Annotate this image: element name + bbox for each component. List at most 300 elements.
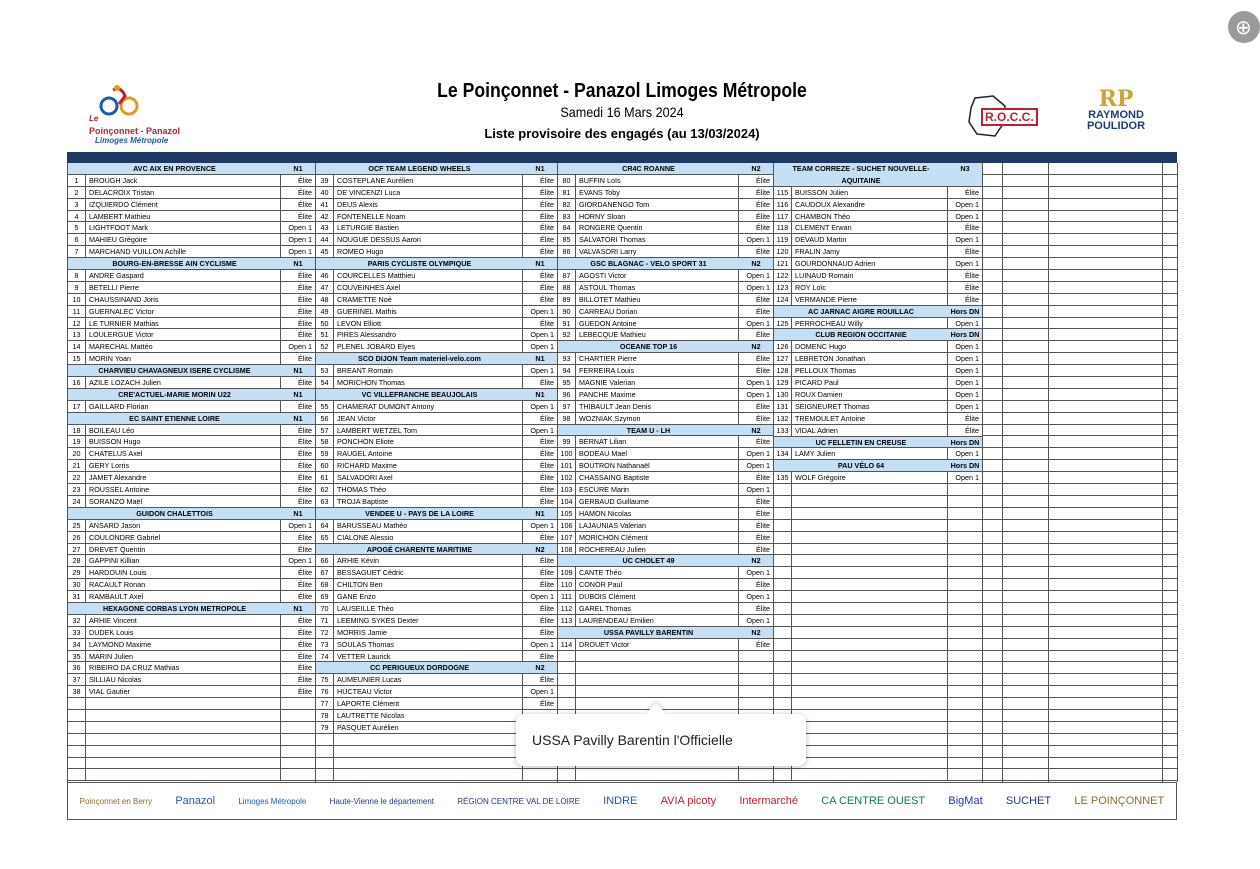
empty-cell [739, 674, 773, 685]
rider-category: Élite [298, 175, 312, 185]
rider-category: Open 1 [530, 520, 554, 530]
rider-number: 59 [316, 448, 334, 459]
rider-number: 39 [316, 175, 334, 186]
rider-row [68, 615, 315, 627]
empty-row [1163, 425, 1177, 437]
team-name: PARIS CYCLISTE OLYMPIQUE [367, 259, 472, 269]
rider-row [68, 294, 315, 306]
empty-row [558, 686, 773, 698]
empty-row [1003, 722, 1048, 734]
rider-name: LUINAUD Romain [792, 270, 948, 281]
empty-row [1003, 710, 1048, 722]
empty-row [1003, 734, 1048, 746]
rider-name: GERBAUD Guillaume [576, 496, 739, 507]
rider-name: EVANS Toby [576, 187, 739, 198]
rider-name: MARCHAND VUILLON Achille [86, 246, 281, 257]
empty-cell [792, 579, 948, 590]
rider-number: 60 [316, 460, 334, 471]
team-header-row [558, 627, 773, 639]
empty-cell [558, 769, 576, 780]
team-header-row [316, 544, 557, 556]
rider-category: Élite [965, 247, 979, 257]
empty-row [1049, 484, 1162, 496]
rider-row [68, 579, 315, 591]
empty-row [1163, 341, 1177, 353]
empty-row [1049, 603, 1162, 615]
rp-line2: POULIDOR [1086, 120, 1146, 132]
empty-row [1003, 425, 1048, 437]
empty-row [983, 353, 1002, 365]
rider-number: 53 [316, 365, 334, 376]
rider-number: 63 [316, 496, 334, 507]
rider-row [316, 460, 557, 472]
rider-number: 103 [558, 484, 576, 495]
empty-row [983, 341, 1002, 353]
empty-row [1049, 389, 1162, 401]
rider-row [68, 496, 315, 508]
rider-name: LAMBERT WETZEL Tom [334, 425, 523, 436]
rider-number: 75 [316, 674, 334, 685]
empty-row [1163, 758, 1177, 770]
empty-row [1163, 567, 1177, 579]
rider-category: Open 1 [288, 556, 312, 566]
rider-name: LAMBERT Mathieu [86, 211, 281, 222]
empty-row [774, 496, 982, 508]
rider-category: Open 1 [955, 342, 979, 352]
empty-row [1003, 758, 1048, 770]
empty-row [1049, 579, 1162, 591]
rider-number: 130 [774, 389, 792, 400]
empty-cell [739, 686, 773, 697]
sponsor-logo: Haute-Vienne le département [329, 796, 434, 806]
rider-category: Élite [540, 378, 554, 388]
rider-name: ESCURE Marin [576, 484, 739, 495]
rider-name: GUERNALEC Victor [86, 306, 281, 317]
rider-name: LAPORTE Clément [334, 698, 523, 709]
empty-row [1163, 746, 1177, 758]
empty-cell [792, 496, 948, 507]
empty-row [983, 603, 1002, 615]
rider-name: SALVADORI Axel [334, 472, 523, 483]
rider-category: Open 1 [746, 282, 770, 292]
empty-row [774, 532, 982, 544]
empty-cell [558, 651, 576, 662]
empty-cell [774, 555, 792, 566]
rider-name: VALVASORI Larry [576, 246, 739, 257]
rider-name: CARREAU Dorian [576, 306, 739, 317]
empty-cell [948, 710, 982, 721]
rider-name: SEIGNEURET Thomas [792, 401, 948, 412]
rider-name: SALVATORI Thomas [576, 234, 739, 245]
rider-category: Élite [756, 294, 770, 304]
rider-row [774, 294, 982, 306]
rider-row [68, 425, 315, 437]
rider-number: 83 [558, 211, 576, 222]
rider-category: Élite [756, 175, 770, 185]
rider-number: 132 [774, 413, 792, 424]
rider-category: Élite [756, 520, 770, 530]
empty-cell [948, 591, 982, 602]
rider-number: 56 [316, 413, 334, 424]
rider-number: 84 [558, 222, 576, 233]
empty-row [558, 769, 773, 781]
rider-number: 67 [316, 567, 334, 578]
empty-row [774, 484, 982, 496]
rider-row [68, 448, 315, 460]
rider-name: DUBOIS Clément [576, 591, 739, 602]
empty-row [1163, 234, 1177, 246]
sponsor-logo: LE POINÇONNET [1074, 795, 1165, 807]
empty-row [68, 722, 315, 734]
empty-row [1003, 769, 1048, 781]
rider-row [558, 199, 773, 211]
empty-cell [792, 758, 948, 769]
empty-row [1163, 615, 1177, 627]
rider-name: AZILE LOZACH Julien [86, 377, 281, 388]
empty-row [983, 389, 1002, 401]
empty-cell [281, 722, 315, 733]
rider-category: Élite [298, 401, 312, 411]
rider-name: CIALONE Alessio [334, 532, 523, 543]
empty-cell [948, 579, 982, 590]
rider-number: 116 [774, 199, 792, 210]
entries-column [774, 163, 983, 782]
empty-cell [558, 674, 576, 685]
rider-row [68, 318, 315, 330]
empty-row [1049, 436, 1162, 448]
empty-row [1163, 353, 1177, 365]
rider-category: Élite [756, 473, 770, 483]
rider-name: CHAUSSINAND Joris [86, 294, 281, 305]
rider-row [558, 377, 773, 389]
empty-cell [948, 662, 982, 673]
rider-category: Élite [540, 603, 554, 613]
rider-name: NOUGUE DESSUS Aaron [334, 234, 523, 245]
team-header-row [774, 437, 982, 449]
rider-row [68, 436, 315, 448]
rider-category: Élite [756, 306, 770, 316]
empty-row [1049, 329, 1162, 341]
rider-category: Open 1 [746, 235, 770, 245]
rider-category: Élite [756, 401, 770, 411]
empty-cell [774, 508, 792, 519]
empty-row [1003, 187, 1048, 199]
rider-category: Élite [540, 473, 554, 483]
rider-name: BILLOTET Mathieu [576, 294, 739, 305]
empty-cell [948, 698, 982, 709]
empty-row [1003, 496, 1048, 508]
rider-number: 134 [774, 448, 792, 459]
rider-number: 10 [68, 294, 86, 305]
rider-number: 115 [774, 187, 792, 198]
empty-row [983, 734, 1002, 746]
empty-cell [792, 508, 948, 519]
team-header-row [68, 258, 315, 270]
rider-row [558, 508, 773, 520]
team-header-row [68, 413, 315, 425]
rider-number: 82 [558, 199, 576, 210]
rider-row [316, 627, 557, 639]
rider-row [774, 472, 982, 484]
rider-row [316, 496, 557, 508]
empty-row [774, 651, 982, 663]
empty-cell [948, 734, 982, 745]
empty-row [1049, 520, 1162, 532]
rider-category: Élite [756, 413, 770, 423]
rider-row [774, 318, 982, 330]
raymond-poulidor-logo [1071, 88, 1161, 146]
team-header-row [316, 662, 557, 674]
rider-category: Élite [298, 687, 312, 697]
empty-row [1049, 413, 1162, 425]
rider-name: LEEMING SYKES Dexter [334, 615, 523, 626]
empty-row [1163, 662, 1177, 674]
page-subtitle: Liste provisoire des engagés (au 13/03/2024) [484, 126, 760, 141]
rider-category: Élite [298, 580, 312, 590]
empty-row [68, 698, 315, 710]
rider-name: GUEDON Antoine [576, 318, 739, 329]
rider-category: Élite [540, 235, 554, 245]
empty-row [1049, 270, 1162, 282]
empty-cell [774, 603, 792, 614]
team-header-row [68, 389, 315, 401]
rider-row [558, 579, 773, 591]
team-level: N2 [535, 544, 545, 554]
empty-row [774, 627, 982, 639]
empty-cell [948, 639, 982, 650]
empty-cell [86, 698, 281, 709]
rider-number: 47 [316, 282, 334, 293]
rider-number: 72 [316, 627, 334, 638]
rider-category: Open 1 [530, 592, 554, 602]
rider-name: TROJA Baptiste [334, 496, 523, 507]
rider-category: Élite [298, 425, 312, 435]
empty-row [1163, 734, 1177, 746]
empty-row [1163, 270, 1177, 282]
team-level: N2 [751, 342, 761, 352]
team-name: CR4C ROANNE [622, 164, 675, 173]
empty-row [983, 222, 1002, 234]
empty-row [1163, 282, 1177, 294]
rider-number: 43 [316, 222, 334, 233]
rider-category: Open 1 [530, 342, 554, 352]
rider-number: 122 [774, 270, 792, 281]
empty-cell [576, 662, 739, 673]
empty-row [1049, 401, 1162, 413]
rider-row [558, 567, 773, 579]
rider-name: CHAMBON Théo [792, 211, 948, 222]
rider-number: 35 [68, 651, 86, 662]
team-name: CHARVIEU CHAVAGNEUX ISERE CYCLISME [98, 366, 251, 376]
rider-row [774, 341, 982, 353]
rider-row [774, 425, 982, 437]
sponsor-logo: AVIA picoty [660, 795, 717, 807]
empty-cell [948, 686, 982, 697]
rider-row [558, 175, 773, 187]
rider-row [558, 484, 773, 496]
rider-name: WOLF Grégoire [792, 472, 948, 483]
rider-row [316, 591, 557, 603]
rider-category: Élite [298, 615, 312, 625]
empty-cell [68, 710, 86, 721]
rider-name: HAMON Nicolas [576, 508, 739, 519]
rider-row [316, 211, 557, 223]
rider-category: Élite [298, 318, 312, 328]
rider-name: RICHARD Maxime [334, 460, 523, 471]
empty-row [983, 758, 1002, 770]
empty-row [1049, 258, 1162, 270]
team-name: CC PERIGUEUX DORDOGNE [369, 663, 470, 673]
empty-row [1049, 199, 1162, 211]
rider-name: DEUS Alexis [334, 199, 523, 210]
rider-number: 73 [316, 639, 334, 650]
rider-row [774, 258, 982, 270]
empty-row [774, 674, 982, 686]
rider-category: Open 1 [955, 389, 979, 399]
rider-category: Open 1 [746, 461, 770, 471]
rider-row [316, 532, 557, 544]
rider-row [558, 389, 773, 401]
empty-row [68, 746, 315, 758]
empty-row [1049, 365, 1162, 377]
rider-category: Élite [540, 282, 554, 292]
rider-row [68, 627, 315, 639]
team-name: CRE'ACTUEL-MARIE MORIN U22 [118, 389, 231, 399]
rider-row [558, 246, 773, 258]
empty-row [1003, 746, 1048, 758]
empty-row [1049, 306, 1162, 318]
empty-cell [792, 615, 948, 626]
rider-row [316, 651, 557, 663]
rider-name: IZQUIERDO Clément [86, 199, 281, 210]
rider-row [558, 615, 773, 627]
empty-row [983, 769, 1002, 781]
rider-row [68, 377, 315, 389]
rider-category: Élite [965, 425, 979, 435]
rider-name: FONTENELLE Noam [334, 211, 523, 222]
rider-number: 16 [68, 377, 86, 388]
empty-cell [86, 734, 281, 745]
rider-name: SORANZO Maël [86, 496, 281, 507]
rider-row [68, 341, 315, 353]
rider-category: Élite [540, 699, 554, 709]
header-rule [67, 152, 1177, 163]
rider-category: Open 1 [530, 366, 554, 376]
rider-number: 133 [774, 425, 792, 436]
rider-row [316, 555, 557, 567]
team-header-row [68, 163, 315, 175]
empty-row [983, 175, 1002, 187]
empty-cell [576, 686, 739, 697]
rider-row [316, 639, 557, 651]
rider-name: THOMAS Théo [334, 484, 523, 495]
empty-cell [86, 710, 281, 721]
rider-number: 8 [68, 270, 86, 281]
rider-name: CHILTON Ben [334, 579, 523, 590]
rider-row [68, 234, 315, 246]
zoom-in-icon[interactable]: ⊕ [1228, 11, 1260, 43]
empty-row [1049, 567, 1162, 579]
rider-row [68, 187, 315, 199]
rider-number: 110 [558, 579, 576, 590]
empty-row [1003, 199, 1048, 211]
empty-row [1003, 662, 1048, 674]
empty-row [774, 639, 982, 651]
sponsor-logo: Panazol [175, 795, 216, 807]
team-header-row [316, 508, 557, 520]
rider-row [316, 365, 557, 377]
team-name: GSC BLAGNAC - VELO SPORT 31 [590, 259, 707, 269]
empty-cell [523, 769, 557, 780]
team-header-row [316, 389, 557, 401]
rider-row [558, 353, 773, 365]
rider-name: LEBRETON Jonathan [792, 353, 948, 364]
empty-row [1049, 662, 1162, 674]
rider-name: HORNY Sloan [576, 211, 739, 222]
rider-name: RONGERE Quentin [576, 222, 739, 233]
rider-name: MORICHON Thomas [334, 377, 523, 388]
empty-cell [948, 520, 982, 531]
rider-row [774, 377, 982, 389]
rider-number: 57 [316, 425, 334, 436]
rider-row [558, 270, 773, 282]
rider-number: 98 [558, 413, 576, 424]
event-date: Samedi 16 Mars 2024 [560, 104, 684, 120]
rider-row [68, 484, 315, 496]
empty-row [1003, 377, 1048, 389]
empty-row [1163, 484, 1177, 496]
empty-cell [792, 639, 948, 650]
rider-category: Élite [756, 211, 770, 221]
rider-name: DUDEK Louis [86, 627, 281, 638]
rider-name: CHARTIER Pierre [576, 353, 739, 364]
empty-row [983, 270, 1002, 282]
team-level: Hors DN [950, 330, 980, 340]
rider-row [316, 698, 557, 710]
rider-number: 3 [68, 199, 86, 210]
team-name: OCEANE TOP 16 [619, 342, 678, 352]
rider-name: MARECHAL Mattéo [86, 341, 281, 352]
rider-row [316, 425, 557, 437]
empty-row [983, 544, 1002, 556]
empty-cell [774, 639, 792, 650]
rider-number: 13 [68, 329, 86, 340]
empty-row [983, 674, 1002, 686]
rider-name: CAUDOUX Alexandre [792, 199, 948, 210]
empty-cell [792, 734, 948, 745]
empty-row [1049, 651, 1162, 663]
rider-name: LEBECQUE Mathieu [576, 329, 739, 340]
sponsor-logo: SUCHET [1005, 795, 1052, 807]
empty-row [983, 413, 1002, 425]
rider-category: Élite [756, 354, 770, 364]
rider-category: Élite [540, 485, 554, 495]
empty-cell [948, 567, 982, 578]
rider-category: Open 1 [530, 330, 554, 340]
rider-category: Open 1 [746, 378, 770, 388]
blank-columns [983, 163, 1178, 782]
empty-row [1049, 222, 1162, 234]
empty-cell [948, 674, 982, 685]
rider-row [316, 472, 557, 484]
empty-cell [774, 567, 792, 578]
rider-number: 34 [68, 639, 86, 650]
empty-row [774, 615, 982, 627]
team-name: TEAM CORREZE - SUCHET NOUVELLE-AQUITAINE [792, 164, 930, 185]
rider-category: Open 1 [288, 223, 312, 233]
rider-number: 105 [558, 508, 576, 519]
empty-cell [774, 520, 792, 531]
